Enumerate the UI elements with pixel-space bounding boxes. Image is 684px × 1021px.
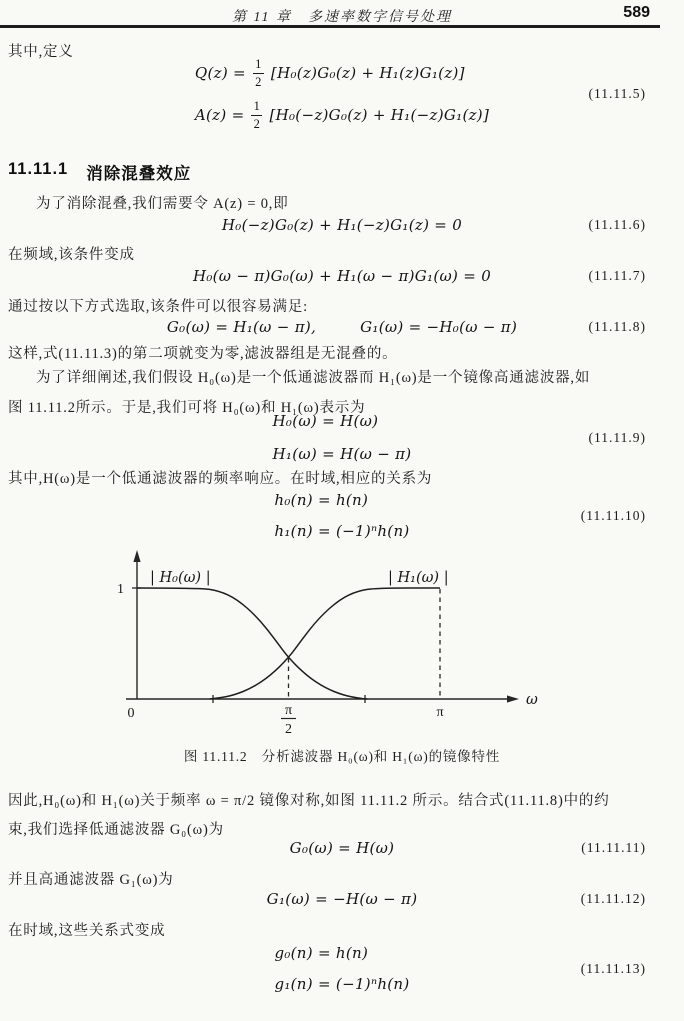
equation-11-11-8	[0, 318, 684, 336]
equation-number: (11.11.9)	[588, 429, 646, 445]
figure-mirror-filter-responses	[0, 540, 684, 740]
label-pi: π	[436, 705, 444, 720]
equation-Az	[195, 100, 489, 130]
equation-text: G₁(ω) = −H(ω − π)	[266, 890, 418, 908]
paragraph: 这样,式(11.11.3)的第二项就变为零,滤波器组是无混叠的。	[8, 346, 398, 362]
running-header-chapter: 第 11 章 多速率数字信号处理	[232, 10, 452, 25]
label-one: 1	[117, 582, 124, 597]
label-zero: 0	[127, 706, 135, 721]
header-rule	[0, 25, 660, 28]
paragraph: 为了消除混叠,我们需要令 A(z) = 0,即	[36, 196, 289, 212]
paragraph: 并且高通滤波器 G₁(ω)为	[8, 872, 174, 888]
equation-text: H₀(−z)G₀(z) + H₁(−z)G₁(z) = 0	[221, 216, 463, 234]
section-heading	[8, 160, 191, 184]
page-number: 589	[623, 4, 650, 21]
paragraph: 通过按以下方式选取,该条件可以很容易满足:	[8, 299, 308, 315]
label-pi-half-denominator: 2	[285, 722, 292, 737]
section-title: 消除混叠效应	[86, 165, 192, 183]
equation-text: G₀(ω) = H₁(ω − π), G₁(ω) = −H₀(ω − π)	[166, 318, 518, 336]
paragraph-line: 束,我们选择低通滤波器 G₀(ω)为	[8, 822, 224, 838]
label-pi-half-numerator: π	[284, 703, 293, 718]
equation-text: G₀(ω) = H(ω)	[289, 839, 395, 857]
eq-rhs: [H₀(−z)G₀(z) + H₁(−z)G₁(z)]	[269, 106, 490, 125]
paragraph-line: 图 11.11.2所示。于是,我们可将 H₀(ω)和 H₁(ω)表示为	[8, 400, 366, 416]
equation-text: H₀(ω − π)G₀(ω) + H₁(ω − π)G₁(ω) = 0	[192, 267, 492, 285]
paragraph-two-line	[8, 366, 590, 417]
fraction-one-half: $\frac{1}{2}$	[251, 100, 262, 130]
curve-H0-lowpass	[137, 588, 367, 699]
equation-number: (11.11.6)	[588, 217, 646, 232]
paragraph-two-line	[8, 789, 610, 839]
paragraph: 其中,H(ω)是一个低通滤波器的频率响应。在时域,相应的关系为	[8, 471, 433, 487]
label-omega: ω	[526, 692, 538, 708]
fraction-one-half: $\frac{1}{2}$	[253, 58, 264, 88]
equation-11-11-11	[0, 839, 684, 857]
paragraph: 在时域,这些关系式变成	[8, 923, 166, 939]
eq-rhs: [H₀(z)G₀(z) + H₁(z)G₁(z)]	[270, 64, 465, 83]
label-H0-magnitude: | H₀(ω) |	[150, 570, 211, 586]
equation-11-11-6	[0, 216, 684, 234]
equation-number: (11.11.12)	[580, 891, 646, 906]
equation-11-11-13: g₀(n) = h(n) g₁(n) = (−1)ⁿh(n) (11.11.13)	[274, 944, 646, 993]
paragraph-line: 为了详细阐述,我们假设 H₀(ω)是一个低通滤波器而 H₁(ω)是一个镜像高通滤波器,如	[36, 370, 591, 386]
paragraph-line: 因此,H₀(ω)和 H₁(ω)关于频率 ω = π/2 镜像对称,如图 11.11.2 所示。结合式(11.11.8)中的约	[8, 793, 610, 809]
equation-number: (11.11.5)	[588, 86, 646, 102]
equation-Qz	[195, 58, 465, 88]
section-number: 11.11.1	[8, 160, 69, 178]
equation-number: (11.11.13)	[580, 960, 646, 976]
equation-11-11-5	[0, 58, 684, 131]
eq-lhs: A(z) =	[194, 106, 245, 125]
equation-11-11-12	[0, 890, 684, 908]
y-axis-arrow-icon	[133, 550, 140, 562]
equation-number: (11.11.8)	[588, 319, 646, 334]
curve-H1-highpass	[210, 588, 440, 699]
paragraph-intro: 其中,定义	[8, 44, 74, 60]
equation-11-11-10: h₀(n) = h(n) h₁(n) = (−1)ⁿh(n) (11.11.10)	[274, 491, 646, 540]
label-H1-magnitude: | H₁(ω) |	[388, 570, 449, 586]
equation-11-11-9: H₀(ω) = H(ω) H₁(ω) = H(ω − π) (11.11.9)	[272, 412, 646, 463]
equation-number: (11.11.11)	[581, 840, 646, 855]
x-axis-arrow-icon	[507, 695, 519, 702]
paragraph: 在频域,该条件变成	[8, 247, 135, 263]
equation-number: (11.11.10)	[580, 507, 646, 523]
equation-11-11-7	[0, 267, 684, 285]
eq-lhs: Q(z) =	[194, 64, 246, 83]
figure-caption: 图 11.11.2 分析滤波器 H₀(ω)和 H₁(ω)的镜像特性	[183, 749, 501, 764]
equation-number: (11.11.7)	[588, 268, 646, 283]
